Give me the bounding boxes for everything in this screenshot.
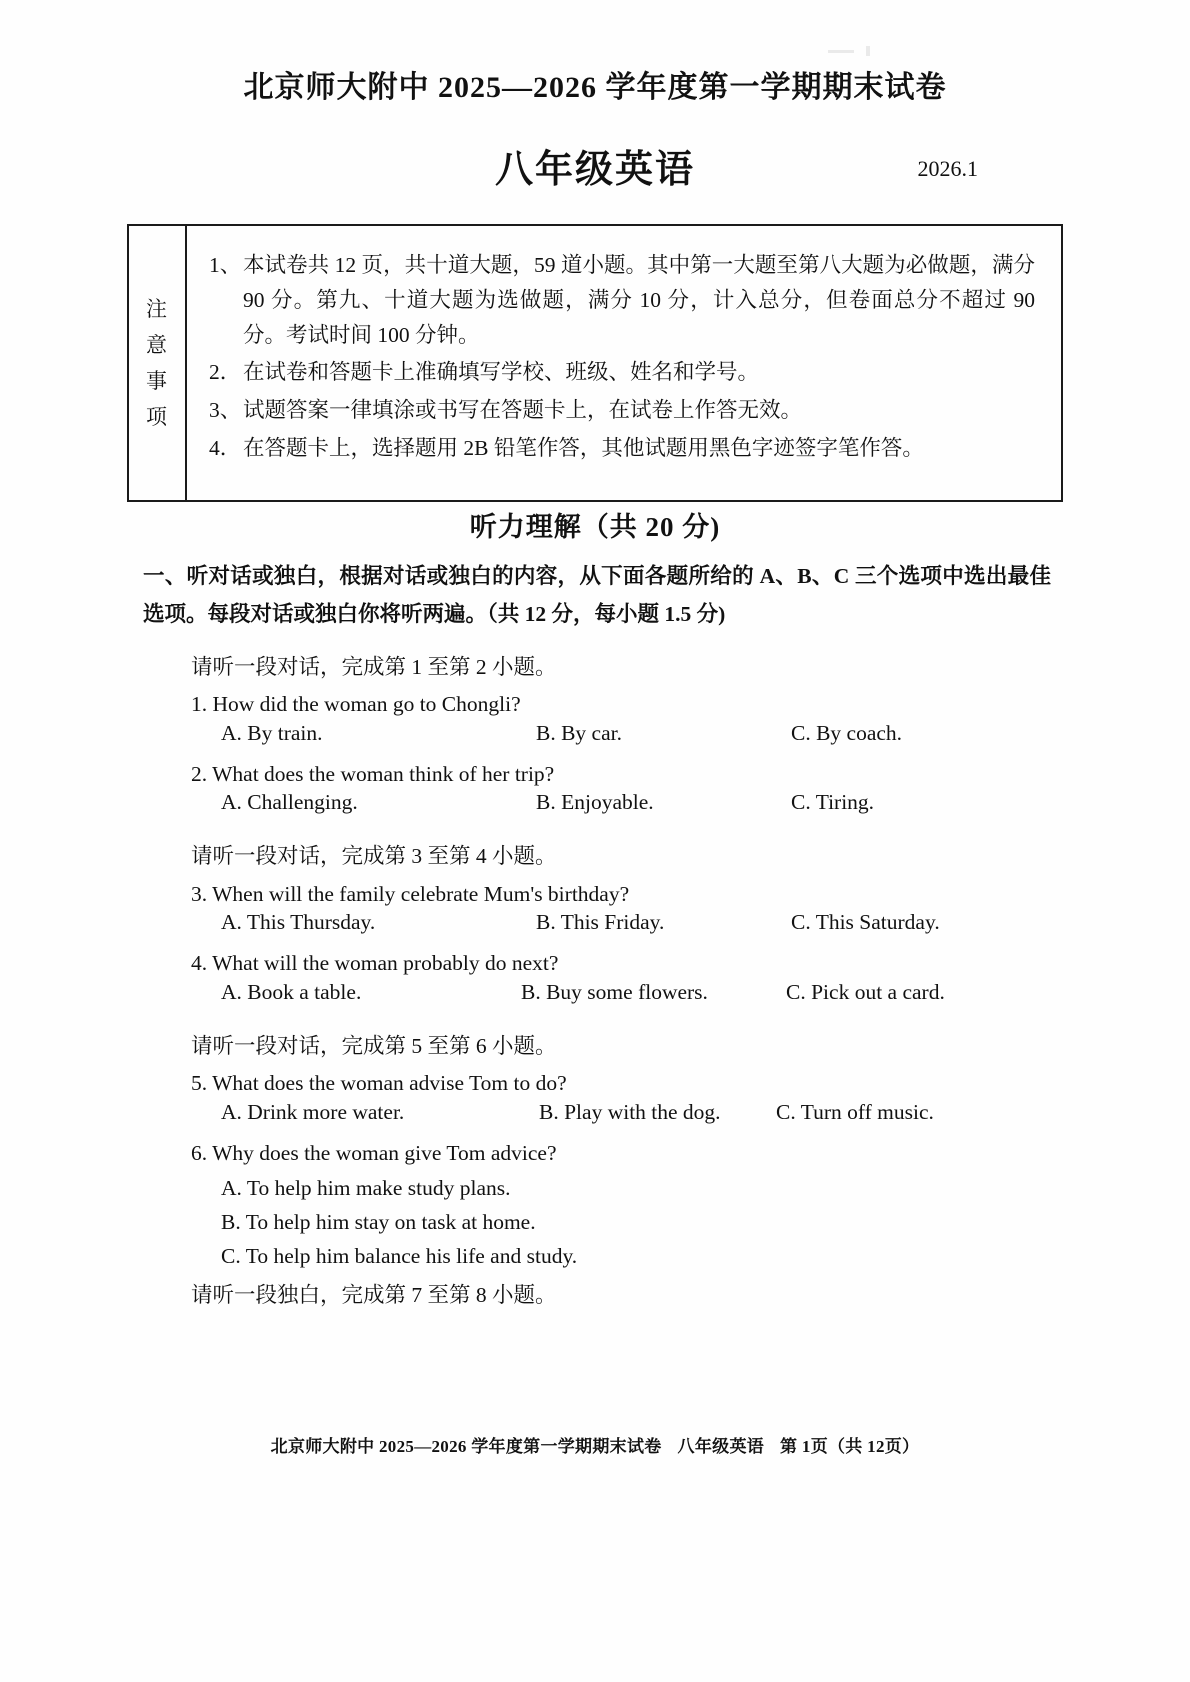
footer-subject: 八年级英语 [677, 1437, 765, 1456]
option-5-c[interactable]: C. Turn off music. [776, 1100, 934, 1125]
listen-prompt-7-8: 请听一段独白，完成第 7 至第 8 小题。 [191, 1283, 557, 1308]
notice-item-text: 在试卷和答题卡上准确填写学校、班级、姓名和学号。 [243, 360, 760, 385]
subject-row [0, 138, 1190, 194]
exam-content [143, 557, 1051, 1315]
exam-date: 2026.1 [917, 156, 978, 181]
page-title: 北京师大附中 2025—2026 学年度第一学期期末试卷 [243, 71, 947, 104]
notice-box [127, 224, 1063, 502]
notice-item [209, 355, 1035, 390]
option-6-b[interactable]: B. To help him stay on task at home. [221, 1209, 536, 1234]
listen-prompt-3-4: 请听一段对话，完成第 3 至第 4 小题。 [191, 844, 557, 869]
option-1-b[interactable]: B. By car. [536, 720, 622, 745]
option-2-a[interactable]: A. Challenging. [221, 790, 358, 815]
question-options-2 [191, 790, 1051, 823]
question-stem-2: 2. What does the woman think of her trip? [191, 761, 555, 786]
notice-item-text: 试题答案一律填涂或书写在答题卡上，在试卷上作答无效。 [243, 398, 803, 423]
footer-page-number: 第 1页（共 12页） [780, 1437, 920, 1456]
question-options-4 [191, 980, 1051, 1013]
notice-item-number: 4． [209, 436, 242, 461]
option-5-a[interactable]: A. Drink more water. [221, 1100, 405, 1125]
scan-artifact [866, 46, 870, 56]
section-heading-listening: 听力理解（共 20 分) [469, 512, 721, 542]
option-1-c[interactable]: C. By coach. [791, 720, 903, 745]
option-6-a[interactable]: A. To help him make study plans. [221, 1175, 511, 1200]
notice-label [129, 226, 187, 500]
question-stem-1: 1. How did the woman go to Chongli? [191, 691, 521, 716]
option-2-c[interactable]: C. Tiring. [791, 790, 875, 815]
question-stem-5: 5. What does the woman advise Tom to do? [191, 1071, 567, 1096]
option-4-a[interactable]: A. Book a table. [221, 980, 362, 1004]
scan-artifact [828, 50, 854, 53]
listen-prompt-5-6: 请听一段对话，完成第 5 至第 6 小题。 [191, 1034, 557, 1058]
question-stem-6: 6. Why does the woman give Tom advice? [191, 1141, 557, 1166]
part-one-instructions: 一、听对话或独白，根据对话或独白的内容，从下面各题所给的 A、B、C 三个选项中选出最佳选项。每段对话或独白你将听两遍。（共 12 分，每小题 1.5 分) [143, 564, 1051, 627]
question-stem-3: 3. When will the family celebrate Mum's birthday? [191, 881, 630, 906]
option-4-c[interactable]: C. Pick out a card. [786, 980, 945, 1004]
page-footer [0, 1432, 1190, 1457]
option-3-c[interactable]: C. This Saturday. [791, 910, 940, 935]
notice-item-number: 3、 [209, 398, 242, 423]
option-3-b[interactable]: B. This Friday. [536, 910, 665, 935]
question-options-3 [191, 910, 1051, 943]
footer-school-line: 北京师大附中 2025—2026 学年度第一学期期末试卷 [270, 1437, 662, 1456]
notice-item-number: 1、 [209, 253, 242, 277]
question-options-1 [191, 721, 1051, 754]
listen-prompt-1-2: 请听一段对话，完成第 1 至第 2 小题。 [191, 654, 557, 679]
notice-label-char: 事 [146, 369, 168, 393]
notice-item-text: 本试卷共 12 页，共十道大题，59 道小题。其中第一大题至第八大题为必做题，满分 90 分。第九、十道大题为选做题，满分 10 分，计入总分，但卷面总分不超过 90 分。考试时间 100 分钟。 [243, 253, 1035, 347]
notice-body [187, 226, 1061, 500]
question-stem-4: 4. What will the woman probably do next? [191, 951, 559, 976]
notice-label-char: 项 [146, 405, 168, 430]
option-3-a[interactable]: A. This Thursday. [221, 910, 376, 935]
subject-title: 八年级英语 [494, 149, 695, 191]
notice-item-text: 在答题卡上，选择题用 2B 铅笔作答，其他试题用黑色字迹签字笔作答。 [243, 436, 924, 461]
notice-label-char: 意 [146, 332, 168, 357]
option-5-b[interactable]: B. Play with the dog. [539, 1100, 721, 1125]
option-6-c[interactable]: C. To help him balance his life and study. [221, 1244, 578, 1269]
notice-label-char: 注 [146, 296, 168, 321]
notice-item [209, 393, 1035, 428]
question-options-5 [191, 1100, 1051, 1133]
notice-item [209, 248, 1035, 352]
option-4-b[interactable]: B. Buy some flowers. [521, 980, 708, 1004]
option-1-a[interactable]: A. By train. [221, 720, 323, 745]
notice-item [209, 431, 1035, 466]
option-2-b[interactable]: B. Enjoyable. [536, 790, 654, 815]
notice-item-number: 2． [209, 360, 242, 385]
